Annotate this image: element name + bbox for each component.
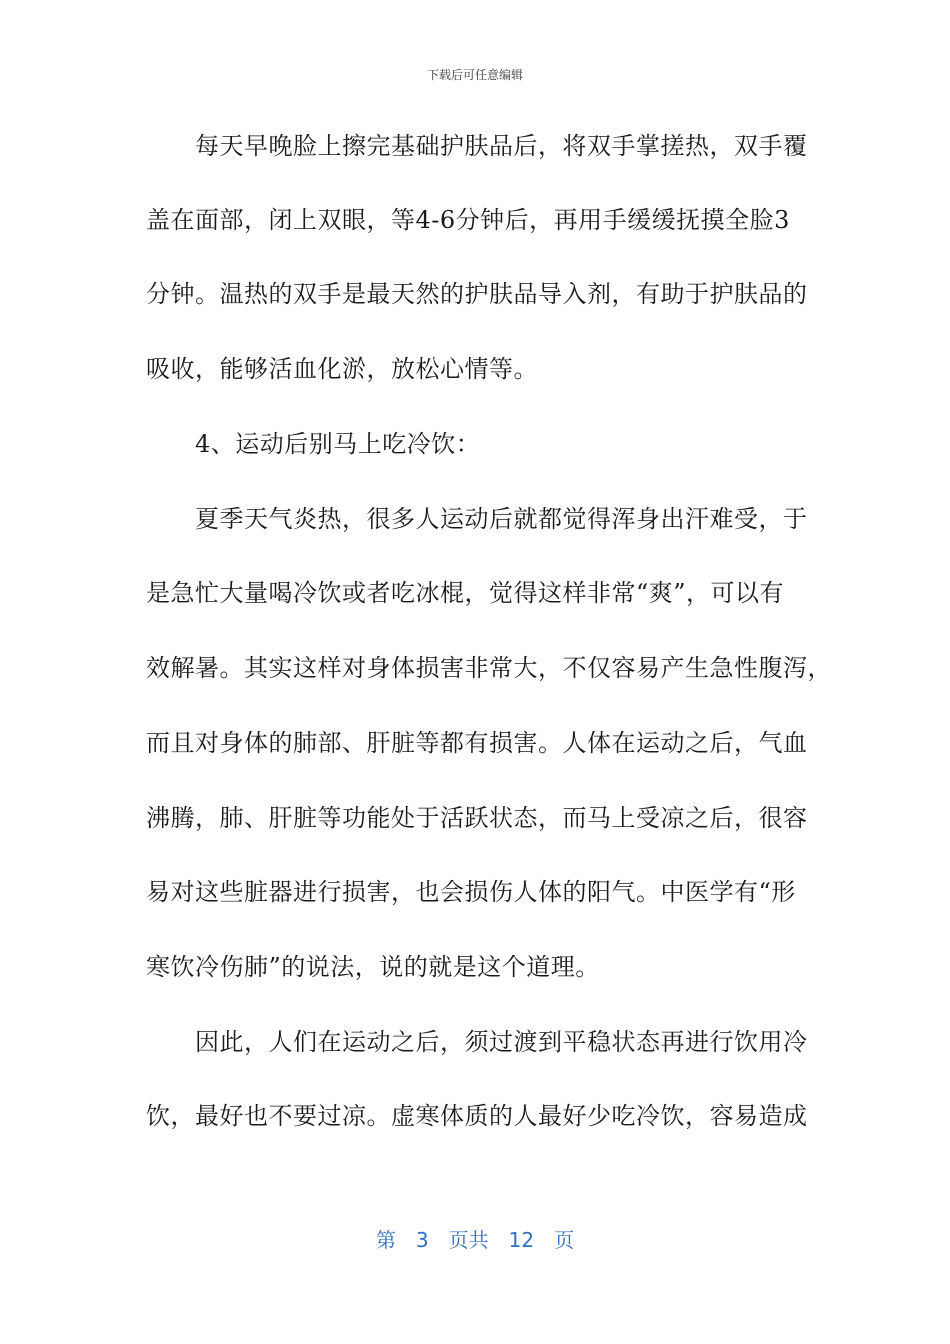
body-line: 吸收，能够活血化淤，放松心情等。: [146, 355, 538, 383]
body-line: 分钟。温热的双手是最天然的护肤品导入剂，有助于护肤品的: [146, 280, 808, 308]
body-line: 是急忙大量喝冷饮或者吃冰棍，觉得这样非常“爽”，可以有: [146, 579, 785, 607]
page-header-note: 下载后可任意编辑: [426, 68, 523, 82]
section-heading: 4、运动后别马上吃冷饮：: [146, 430, 481, 458]
body-line: 寒饮冷伤肺”的说法，说的就是这个道理。: [146, 953, 600, 981]
body-line: 饮，最好也不要过凉。虚寒体质的人最好少吃冷饮，容易造成: [146, 1102, 808, 1130]
body-line: 盖在面部，闭上双眼，等4-6分钟后，再用手缓缓抚摸全脸3: [146, 206, 790, 234]
body-line: 沸腾，肺、肝脏等功能处于活跃状态，而马上受凉之后，很容: [146, 804, 808, 832]
body-line: 效解暑。其实这样对身体损害非常大，不仅容易产生急性腹泻，: [146, 654, 832, 682]
body-line: 夏季天气炎热，很多人运动后就都觉得浑身出汗难受，于: [146, 505, 808, 533]
page-number-footer: 第 3 页共 12 页: [375, 1228, 575, 1252]
body-line: 易对这些脏器进行损害，也会损伤人体的阳气。中医学有“形: [146, 878, 796, 906]
body-line: 因此，人们在运动之后，须过渡到平稳状态再进行饮用冷: [146, 1028, 808, 1056]
body-line: 每天早晚脸上擦完基础护肤品后，将双手掌搓热，双手覆: [146, 132, 808, 160]
body-line: 而且对身体的肺部、肝脏等都有损害。人体在运动之后，气血: [146, 729, 808, 757]
